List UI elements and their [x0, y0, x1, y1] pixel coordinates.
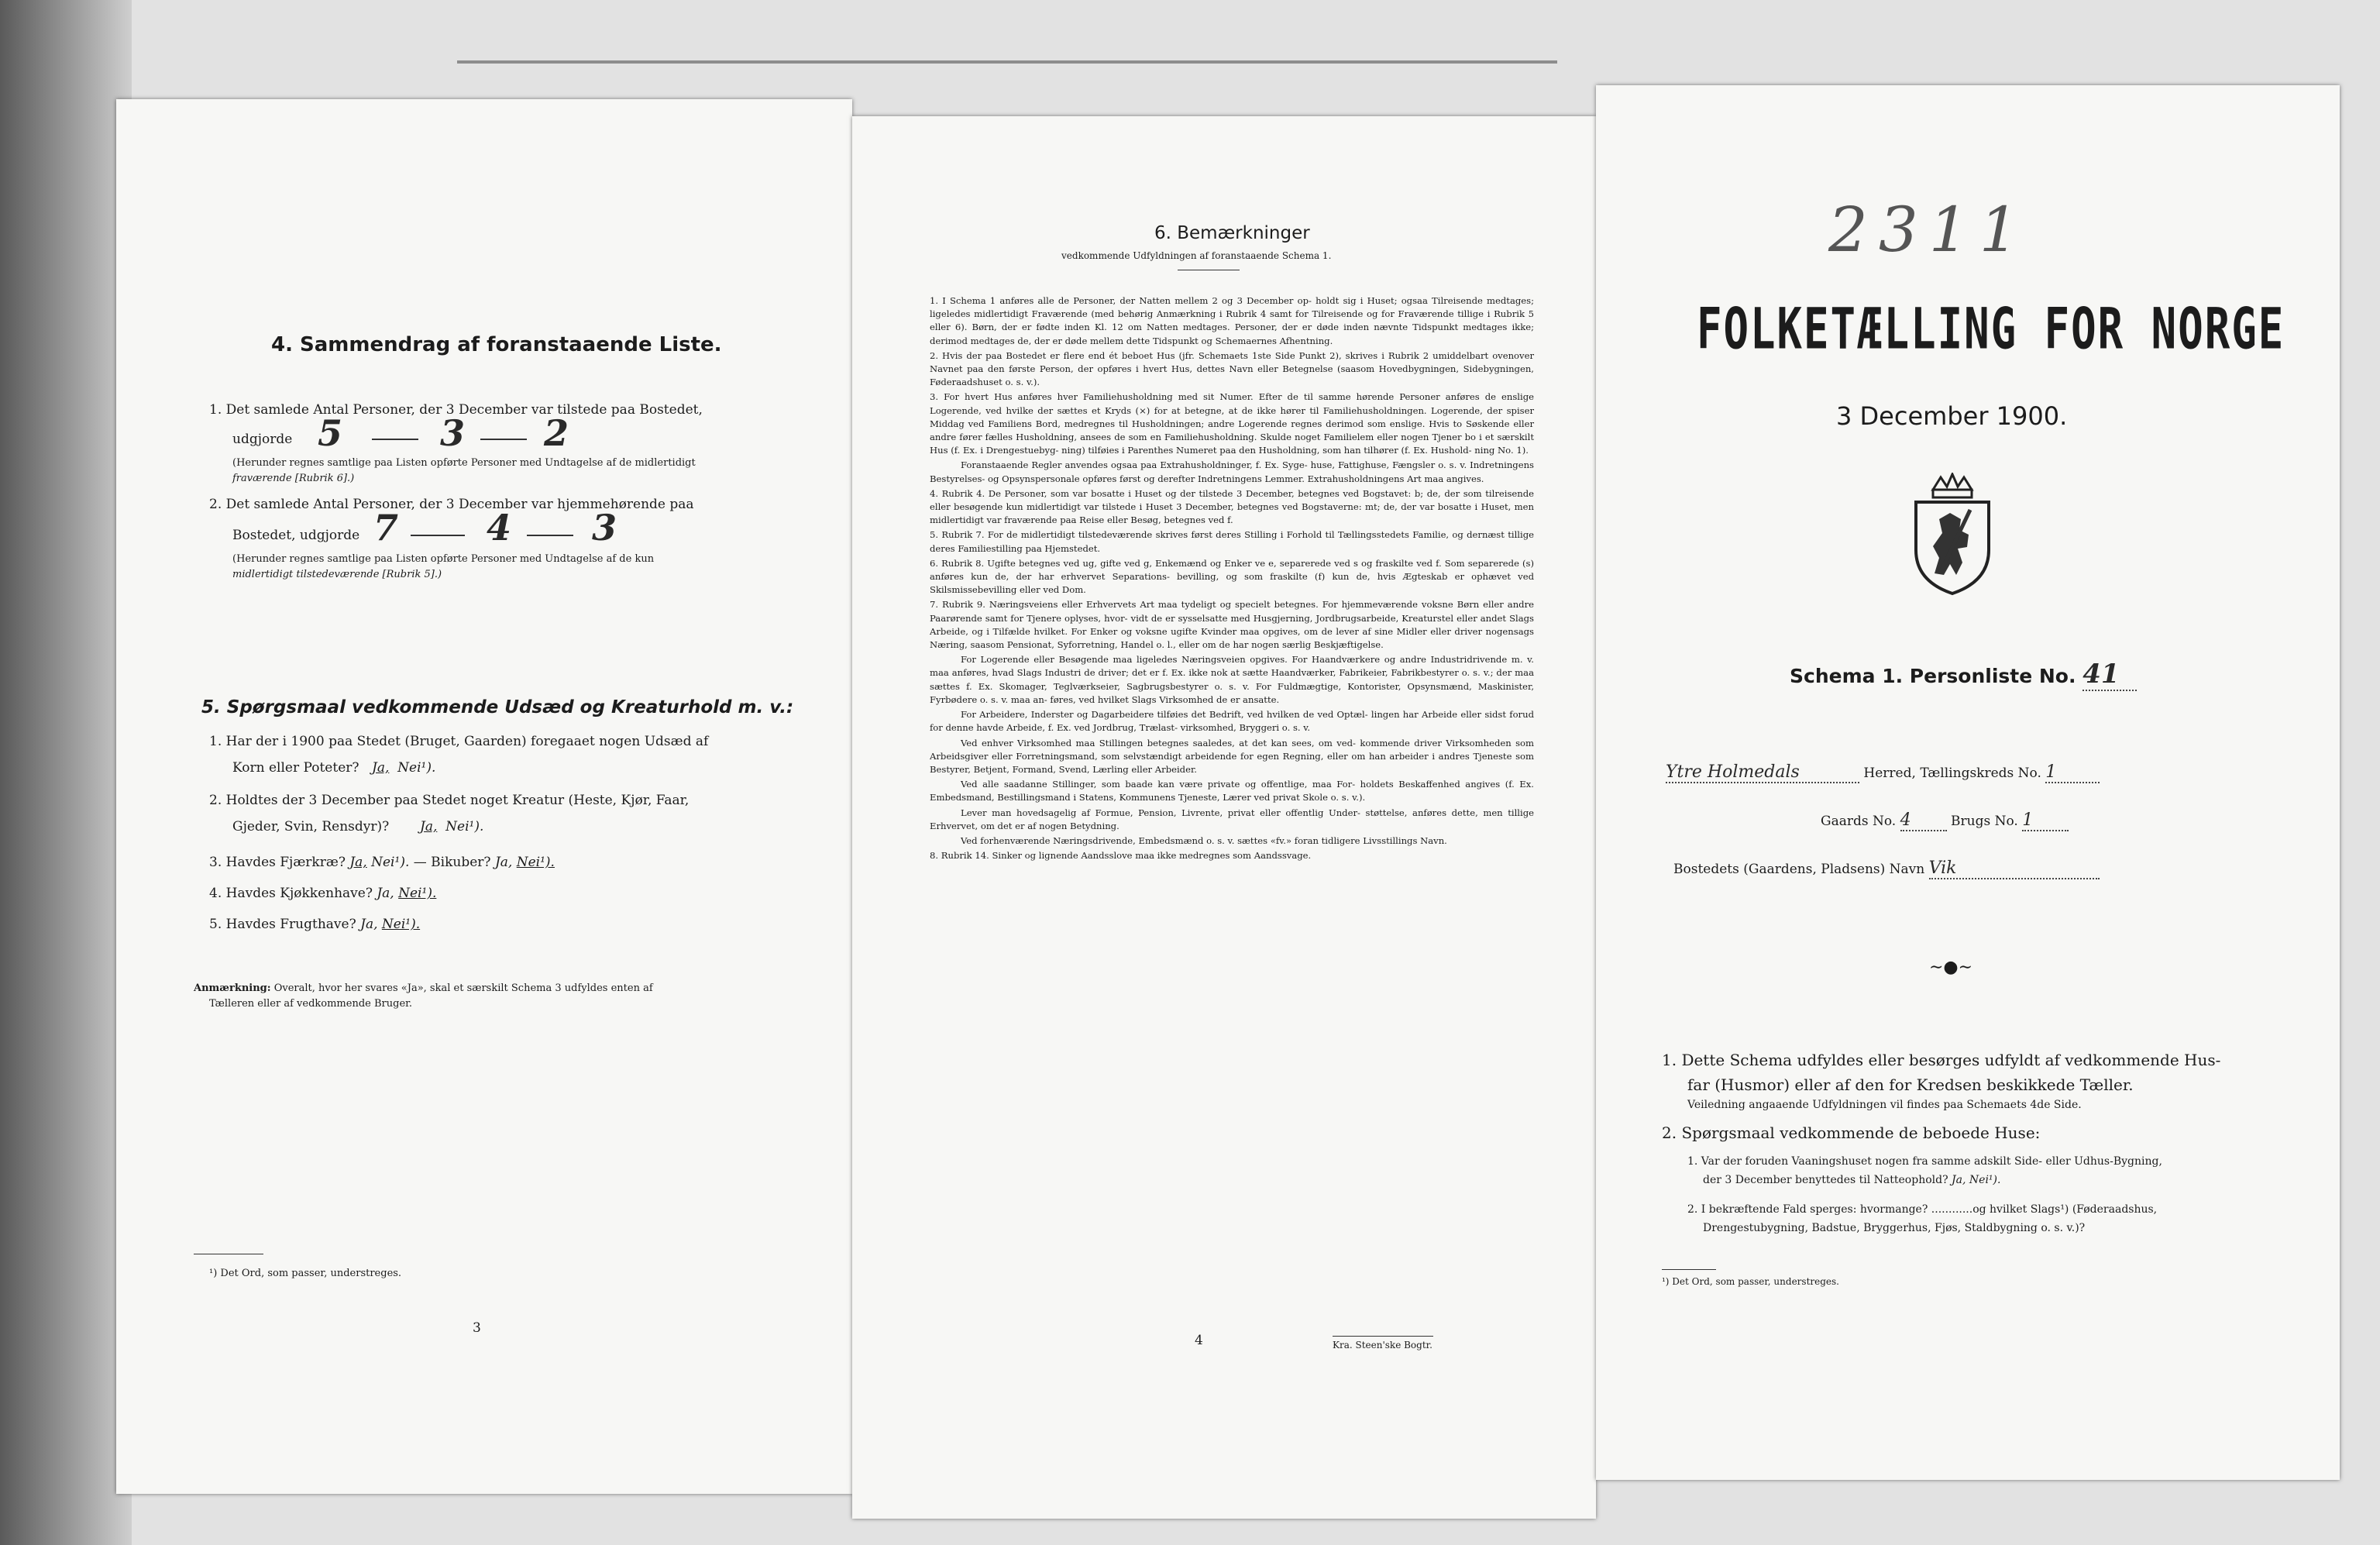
s5-q2a: 2. Holdtes der 3 December paa Stedet noget Kreatur (Heste, Kjør, Faar,: [209, 793, 690, 808]
remark-item: 8. Rubrik 14. Sinker og lignende Aandsslove maa ikke medregnes som Aandssvage.: [930, 850, 1312, 862]
s5-q3b: — Bikuber?: [413, 855, 491, 870]
remarks-title: 6. Bemærkninger: [1154, 223, 1310, 243]
page-1-title: [1596, 85, 2340, 1480]
anm-text2: Tælleren eller af vedkommende Bruger.: [209, 998, 413, 1010]
herred-label: Herred,: [1863, 766, 1916, 781]
remark-item: Ved alle saadanne Stillinger, som baade kan være private og offentlige, maa For- holdets Beskaffenhed angives (f. Ex. Embedsmand, Bestillingsmand i Statens, Kommunens Tjeneste, Lærer ved privat Skole o. s. v.).: [930, 779, 1534, 803]
s5-q1-ja: Ja,: [372, 760, 390, 776]
s5-q4-ja: Ja,: [377, 886, 394, 901]
s5-q2-answer: [420, 817, 483, 838]
printer-rule: [1333, 1336, 1433, 1337]
gaards-line: [1821, 810, 2069, 831]
q1-value-women: 2: [544, 412, 569, 454]
census-date: 3 December 1900.: [1836, 401, 2068, 431]
coat-of-arms-icon: [1902, 473, 2003, 597]
remark-item: 3. For hvert Hus anføres hver Familiehusholdning med sit Numer. Efter de til samme hørende Personer anføres de enslige Logerende, ved hvilke der sættes et Kryds (×) for at betegne, at de ikke hører til Familiehusholdningen. Logerende, der spiser Middag ved Familiens Bord, medregnes til Husholdningen; andre Logerende regnes derimod som enslige. Hvis to Søskende eller andre fører fælles Husholdning, ansees de som en Familiehusholdning. Skulde noget Familielem eller nogen Tjener bo i et særskilt Hus (f. Ex. i Drengestuebyg- ning) tilføies i Parenthes Numeret paa den Husholdning, som han tilhører (f. Ex. Hushold- ning No. 1).: [930, 391, 1534, 456]
instruction-2: 2. Spørgsmaal vedkommende de beboede Huse:: [1662, 1123, 2041, 1142]
q2-note2: midlertidigt tilstedeværende [Rubrik 5].): [232, 569, 442, 580]
instruction-2-1-line: [1703, 1173, 2000, 1188]
s5-q4-nei: Nei¹).: [398, 886, 437, 901]
q1-value-men: 3: [440, 412, 466, 454]
remark-item: 6. Rubrik 8. Ugifte betegnes ved ug, gifte ved g, Enkemænd og Enker ve e, separerede ved s og fraskilte ved f. Som separerede (s) anføres kun de, der har erhvervet Separations- bevilling, og som fraskilte (f) kun de, hvis Ægteskab er ophævet ved Skilsmissebevilling eller ved Dom.: [930, 557, 1534, 596]
q2-line1: 2. Det samlede Antal Personer, der 3 December var hjemmehørende paa: [209, 497, 694, 512]
section-4-title: 4. Sammendrag af foranstaaende Liste.: [271, 333, 722, 356]
ornament-divider: ∼●∼: [1929, 958, 1973, 977]
schema-line: [1790, 659, 2137, 691]
s5-q5-nei: Nei¹).: [381, 917, 421, 932]
instruction-1a: 1. Dette Schema udfyldes eller besørges udfyldt af vedkommende Hus-: [1662, 1051, 2221, 1069]
s5-q3b-ja: Ja,: [494, 855, 513, 870]
s5-q2-ja: Ja,: [420, 819, 438, 834]
s5-q3-nei: Nei¹).: [371, 855, 410, 870]
page-4: [852, 116, 1596, 1519]
bosted-line: [1673, 859, 2100, 879]
remark-item: For Logerende eller Besøgende maa ligeledes Næringsveien opgives. For Haandværkere og andre Industridrivende m. v. maa anføres, hvad Slags Industri de driver; det er f. Ex. ikke nok at sætte Haandværker, Fabrikeier, Fabrikbestyrer o. s. v.; der maa sættes f. Ex. Skomager, Teglværkseier, Sagbrugsbestyrer o. s. v. For Fuldmægtige, Kontorister, Opsynsmænd, Maskinister, Fyrbødere o. s. v. maa an- føres, ved hvilket Slags Virksomhed de er ansatte.: [930, 654, 1534, 705]
q1-value-total: 5: [318, 412, 343, 454]
remarks-list: [930, 294, 1534, 864]
s5-q3-ja: Ja,: [349, 855, 367, 870]
dash-2: [480, 439, 527, 440]
s5-q4: 4. Havdes Kjøkkenhave?: [209, 886, 373, 901]
q2-value-women: 3: [592, 507, 617, 549]
dash-4: [527, 535, 573, 536]
kreds-label: Tællingskreds No.: [1920, 766, 2041, 781]
brugs-value: 1: [2022, 810, 2069, 831]
anm-text1: Overalt, hvor her svares «Ja», skal et særskilt Schema 3 udfyldes enten af: [273, 982, 653, 994]
s5-q1-nei: Nei¹).: [397, 760, 436, 776]
remark-item: 1. I Schema 1 anføres alle de Personer, der Natten mellem 2 og 3 December op- holdt sig i Huset; ogsaa Tilreisende medtages; ligeledes midlertidigt Fraværende (med behørig Anmærkning i Rubrik 4 samt for Tilreisende og for Fraværende tillige i Rubrik 5 eller 6). Børn, der er fødte inden Kl. 12 om Natten medtages. Personer, der er døde inden nævnte Tidspunkt medtages ikke; derimod medtages de, der er døde mellem dette Tidspunkt og Schemaernes Afhentning.: [930, 295, 1534, 346]
instruction-2-2b: Drengestubygning, Badstue, Bryggerhus, Fjøs, Staldbygning o. s. v.)?: [1703, 1222, 2086, 1234]
herred-value: Ytre Holmedals: [1666, 762, 1859, 783]
footnote: ¹) Det Ord, som passer, understreges.: [209, 1268, 402, 1279]
dash-1: [372, 439, 418, 440]
herred-line: [1666, 762, 2100, 783]
instruction-2-1a: 1. Var der foruden Vaaningshuset nogen fra samme adskilt Side- eller Udhus-Bygning,: [1687, 1155, 2162, 1168]
gaards-label: Gaards No.: [1821, 814, 1897, 829]
s5-q2b: Gjeder, Svin, Rensdyr)?: [232, 819, 390, 834]
brugs-label: Brugs No.: [1951, 814, 2018, 829]
s5-q1-answer: [372, 758, 435, 779]
s5-q5: 5. Havdes Frugthave?: [209, 917, 356, 932]
s5-q3: 3. Havdes Fjærkræ?: [209, 855, 346, 870]
s5-q1a: 1. Har der i 1900 paa Stedet (Bruget, Gaarden) foregaaet nogen Udsæd af: [209, 734, 709, 749]
bosted-value: Vik: [1929, 859, 2100, 879]
q2-prefix: Bostedet, udgjorde: [232, 528, 360, 543]
remark-item: 5. Rubrik 7. For de midlertidigt tilstedeværende skrives først deres Stilling i Forhold til Tællingsstedets Familie, og dernæst tillige deres Familiestilling paa Hjemstedet.: [930, 529, 1534, 554]
scan-top-rule: [457, 60, 1557, 64]
instruction-2-2a: 2. I bekræftende Fald sperges: hvormange? ............og hvilket Slags¹) (Føderaadshus,: [1687, 1203, 2158, 1216]
gaards-value: 4: [1900, 810, 1947, 831]
q2-value-men: 4: [487, 507, 512, 549]
instruction-1b: far (Husmor) eller af den for Kredsen beskikkede Tæller.: [1687, 1075, 2134, 1094]
instruction-2-1b: der 3 December benyttedes til Natteophold?: [1703, 1174, 1948, 1186]
instruction-1c: Veiledning angaaende Udfyldningen vil findes paa Schemaets 4de Side.: [1687, 1099, 2082, 1111]
page-number-3: 3: [473, 1320, 481, 1336]
instruction-2-1c: Ja, Nei¹).: [1952, 1174, 2001, 1186]
footnote-rule-p1: [1662, 1269, 1716, 1270]
dash-3: [411, 535, 465, 536]
remark-item: For Arbeidere, Inderster og Dagarbeidere tilføies det Bedrift, ved hvilken de ved Optæl- lingen har Arbeide eller sidst forud for denne havde Arbeide, f. Ex. ved Jordbrug, Trælast- virksomhed, Bryggeri o. s. v.: [930, 709, 1534, 734]
remark-item: 4. Rubrik 4. De Personer, som var bosatte i Huset og der tilstede 3 December, betegnes ved Bogstavet: b; de, der som tilreisende eller besøgende kun midlertidigt var tilstede i Huset 3 December, betegnes ved Bogstaverne: mt; de, der var bosatte i Huset, men midlertidigt var fraværende paa Reise eller Besøg, betegnes ved f.: [930, 487, 1534, 526]
q1-line1: 1. Det samlede Antal Personer, der 3 December var tilstede paa Bostedet,: [209, 402, 703, 418]
q1-note2: fraværende [Rubrik 6].): [232, 473, 355, 484]
printer-name: Kra. Steen'ske Bogtr.: [1333, 1340, 1432, 1351]
remark-item: Lever man hovedsagelig af Formue, Pension, Livrente, privat eller offentlig Under- støttelse, anføres dette, men tillige Erhvervet, om det er af nogen Betydning.: [930, 807, 1534, 831]
s5-q2-nei: Nei¹).: [445, 819, 484, 834]
s5-q5-ja: Ja,: [360, 917, 378, 932]
s5-q5-line: [209, 914, 420, 935]
census-title: FOLKETÆLLING FOR NORGE: [1697, 296, 2285, 363]
q1-note1: (Herunder regnes samtlige paa Listen opførte Personer med Undtagelse af de midlertidigt: [232, 457, 696, 469]
bosted-label: Bostedets (Gaardens, Pladsens) Navn: [1673, 862, 1925, 877]
s5-q4-line: [209, 883, 436, 904]
remark-item: Foranstaaende Regler anvendes ogsaa paa Extrahusholdninger, f. Ex. Syge- huse, Fattighuse, Fængsler o. s. v. Indretningens Bestyrelses- og Opsynspersonale opføres først og derefter Indretningens Lemmer. Extrahusholdningens Art maa angives.: [930, 459, 1534, 484]
q2-note1: (Herunder regnes samtlige paa Listen opførte Personer med Undtagelse af de kun: [232, 553, 655, 565]
q1-prefix: udgjorde: [232, 432, 293, 447]
s5-q1b: Korn eller Poteter?: [232, 760, 359, 776]
s5-q3-line: [209, 852, 555, 873]
remarks-subtitle: vedkommende Udfyldningen af foranstaaende Schema 1.: [1061, 250, 1332, 261]
kreds-value: 1: [2045, 762, 2100, 783]
schema-label: Schema 1. Personliste No.: [1790, 665, 2076, 687]
remark-item: 7. Rubrik 9. Næringsveiens eller Erhvervets Art maa tydeligt og specielt betegnes. For hjemmeværende voksne Børn eller andre Paarørende samt for Tjenere oplyses, hvor- vidt de er sysselsatte med Husgjerning, Jordbrugsarbeide, Kreaturstel eller andet Slags Arbeide, og i Tilfælde hvilket. For Enker og voksne ugifte Kvinder maa opgives, om de lever af sine Midler eller driver nogensags Næring, saasom Pensionat, Syforretning, Handel o. l., eller om de har nogen særlig Beskjæftigelse.: [930, 599, 1534, 651]
anm-label: Anmærkning:: [194, 982, 271, 994]
scan-dark-edge: [0, 0, 132, 1545]
schema-number: 41: [2082, 659, 2137, 691]
s5-q3b-nei: Nei¹).: [516, 855, 555, 870]
anmaerkning: [194, 981, 653, 996]
page-3: [116, 99, 852, 1494]
remark-item: Ved enhver Virksomhed maa Stillingen betegnes saaledes, at det kan sees, om ved- kommende driver Virksomheden som Arbeidsgiver eller Forretningsmand, som selvstændigt arbeidende for egen Regning, eller om han arbeider i andres Tjeneste som Bestyrer, Betjent, Formand, Svend, Lærling eller Arbeider.: [930, 737, 1534, 775]
remark-item: Ved forhenværende Næringsdrivende, Embedsmænd o. s. v. sættes «fv.» foran tidligere Livsstillings Navn.: [961, 834, 1447, 846]
archive-number: 2311: [1828, 194, 2030, 266]
remark-item: 2. Hvis der paa Bostedet er flere end ét beboet Hus (jfr. Schemaets 1ste Side Punkt 2), skrives i Rubrik 2 umiddelbart ovenover Navnet paa den første Person, der opføres i hvert Hus, dettes Navn eller Betegnelse (saasom Hovedbygningen, Sidebygningen, Føderaadshuset o. s. v.).: [930, 349, 1534, 388]
footnote-p1: ¹) Det Ord, som passer, understreges.: [1662, 1276, 1839, 1287]
page-number-4: 4: [1195, 1333, 1203, 1348]
q2-value-total: 7: [373, 507, 399, 549]
section-5-title: 5. Spørgsmaal vedkommende Udsæd og Kreaturhold m. v.:: [201, 697, 794, 717]
